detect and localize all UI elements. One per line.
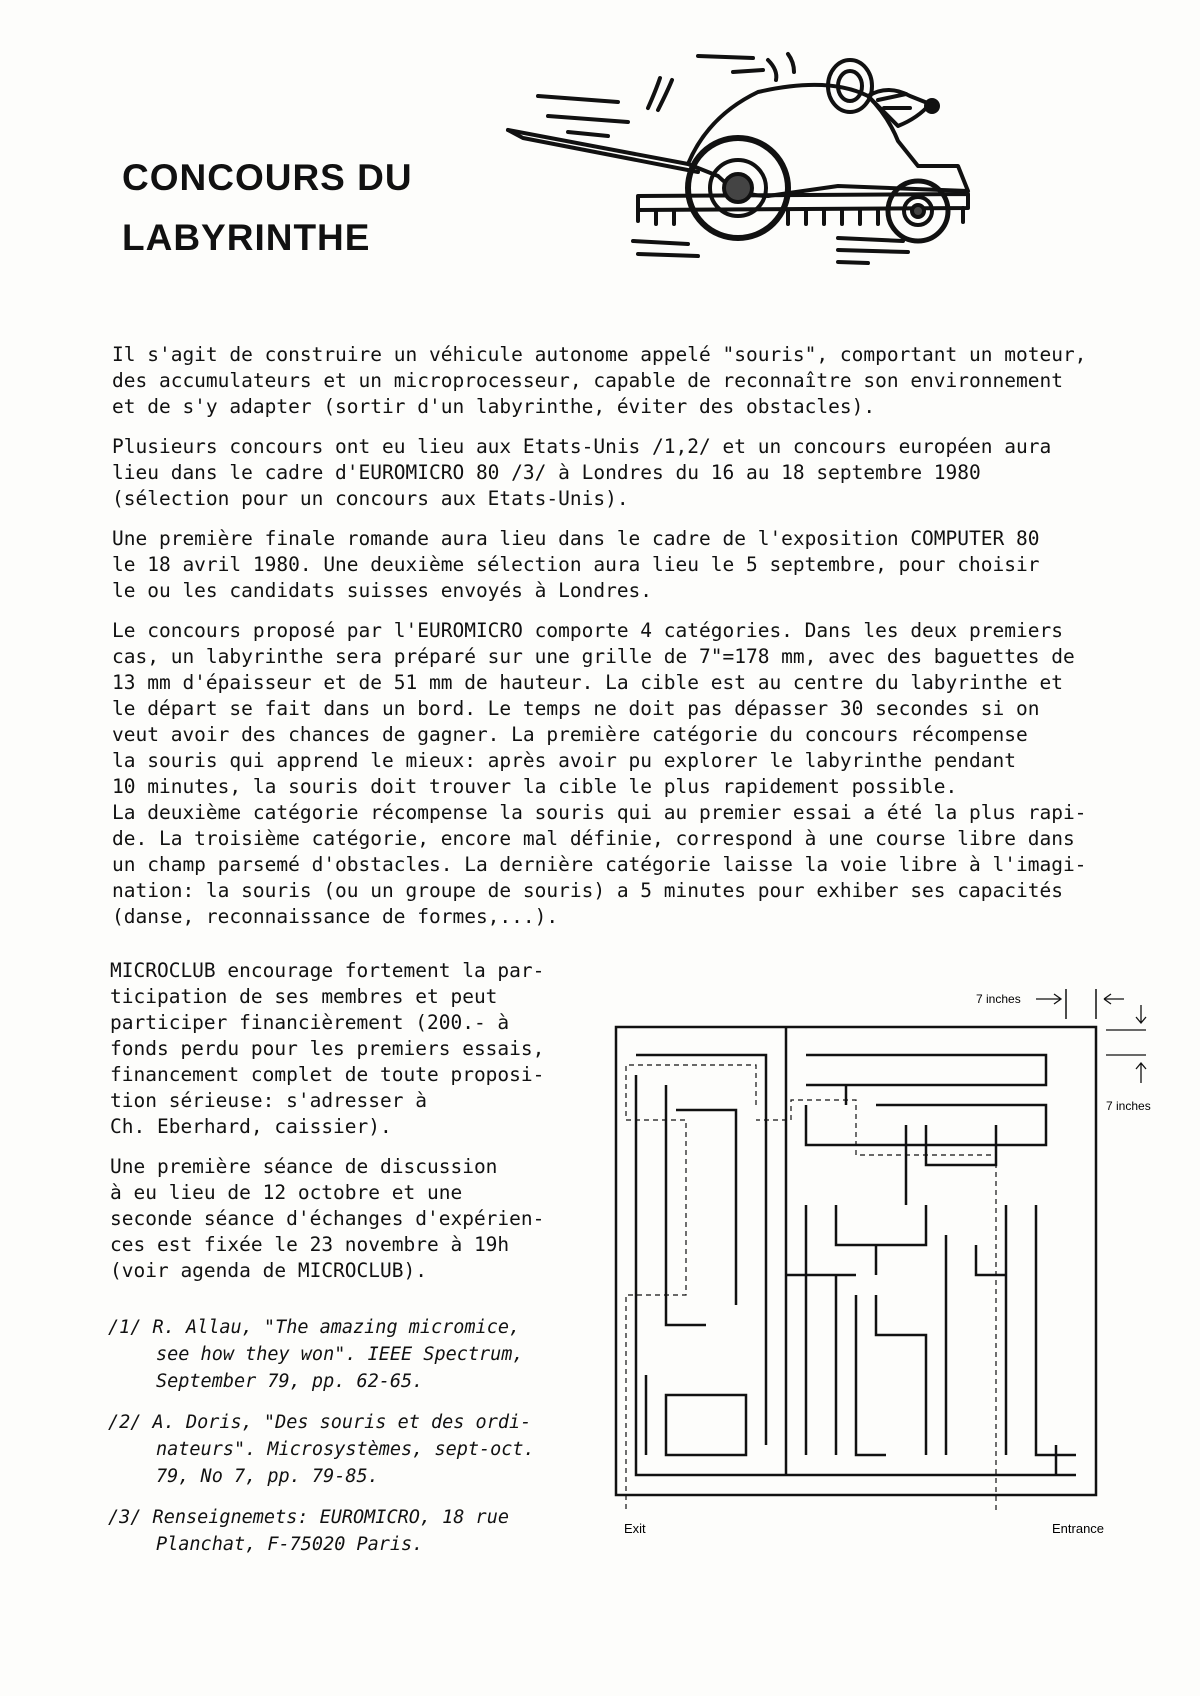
reference-1: /1/ R. Allau, "The amazing micromice, see how they won". IEEE Spectrum, September 79, pp. 62-65. [108, 1317, 524, 1392]
page-title [122, 148, 413, 268]
title-line-2: LABYRINTHE [122, 217, 371, 258]
body-paragraph-4: Le concours proposé par l'EUROMICRO comporte 4 catégories. Dans les deux premiers cas, un labyrinthe sera préparé sur une grille de 7"=178 mm, avec des baguettes de 13 mm d'épaisseur et de 51 mm de hauteur. La cible est au centre du labyrinthe et le départ se fait dans un bord. Le temps ne doit pas dépasser 30 secondes si on veut avoir des chances de gagner. La première catégorie du concours récompense la souris qui apprend le mieux: après avoir pu explorer le labyrinthe pendant 10 minutes, la souris doit trouver la cible le plus rapidement possible. La deuxième catégorie récompense la souris qui au premier essai a été la plus rapi- de. La troisième catégorie, encore mal définie, correspond à une course libre dans un champ parsemé d'obstacles. La dernière catégorie laisse la voie libre à l'imagi- nation: la souris (ou un groupe de souris) a 5 minutes pour exhiber ses capacités (danse, reconnaissance de formes,...). [112, 619, 1087, 928]
maze-walls [616, 1027, 1096, 1495]
body-paragraph-3: Une première finale romande aura lieu dans le cadre de l'exposition COMPUTER 80 le 18 avril 1980. Une deuxième sélection aura lieu le 5 septembre, pour choisir le ou les candidats suisses envoyés à Londres. [112, 527, 1040, 602]
maze-height-label: 7 inches [1106, 1099, 1151, 1113]
body-paragraph-1: Il s'agit de construire un véhicule autonome appelé "souris", comportant un moteur, des accumulateurs et un microprocesseur, capable de reconnaître son environnement et de s'y adapter (sortir d'un labyrinthe, éviter des obstacles). [112, 343, 1087, 418]
title-line-1: CONCOURS DU [122, 157, 413, 198]
reference-2: /2/ A. Doris, "Des souris et des ordi- nateurs". Microsystèmes, sept-oct. 79, No 7, pp. 79-85. [108, 1412, 535, 1487]
maze-exit-label: Exit [624, 1521, 646, 1536]
body-paragraph-2: Plusieurs concours ont eu lieu aux Etats-Unis /1,2/ et un concours européen aura lieu dans le cadre d'EUROMICRO 80 /3/ à Londres du 16 au 18 septembre 1980 (sélection pour un concours aux Etats-Unis). [112, 435, 1052, 510]
support-paragraph: MICROCLUB encourage fortement la par- ticipation de ses membres et peut participer financièrement (200.- à fonds perdu pour les premiers essais, financement complet de toute proposi- tion sérieuse: s'adresser à Ch. Eberhard, caissier). [110, 959, 545, 1138]
racing-mouse-car-icon [538, 46, 1058, 286]
article-body [112, 342, 1162, 944]
meetings-paragraph: Une première séance de discussion à eu lieu de 12 octobre et une seconde séance d'échanges d'expérien- ces est fixée le 23 novembre à 19h (voir agenda de MICROCLUB). [110, 1155, 545, 1282]
reference-3: /3/ Renseignemets: EUROMICRO, 18 rue Planchat, F-75020 Paris. [108, 1507, 509, 1555]
maze-entrance-label: Entrance [1052, 1521, 1105, 1536]
maze-route [626, 1065, 996, 1510]
maze-diagram [606, 975, 1151, 1545]
maze-width-label: 7 inches [976, 992, 1021, 1006]
left-column [110, 958, 600, 1298]
references [108, 1314, 598, 1572]
